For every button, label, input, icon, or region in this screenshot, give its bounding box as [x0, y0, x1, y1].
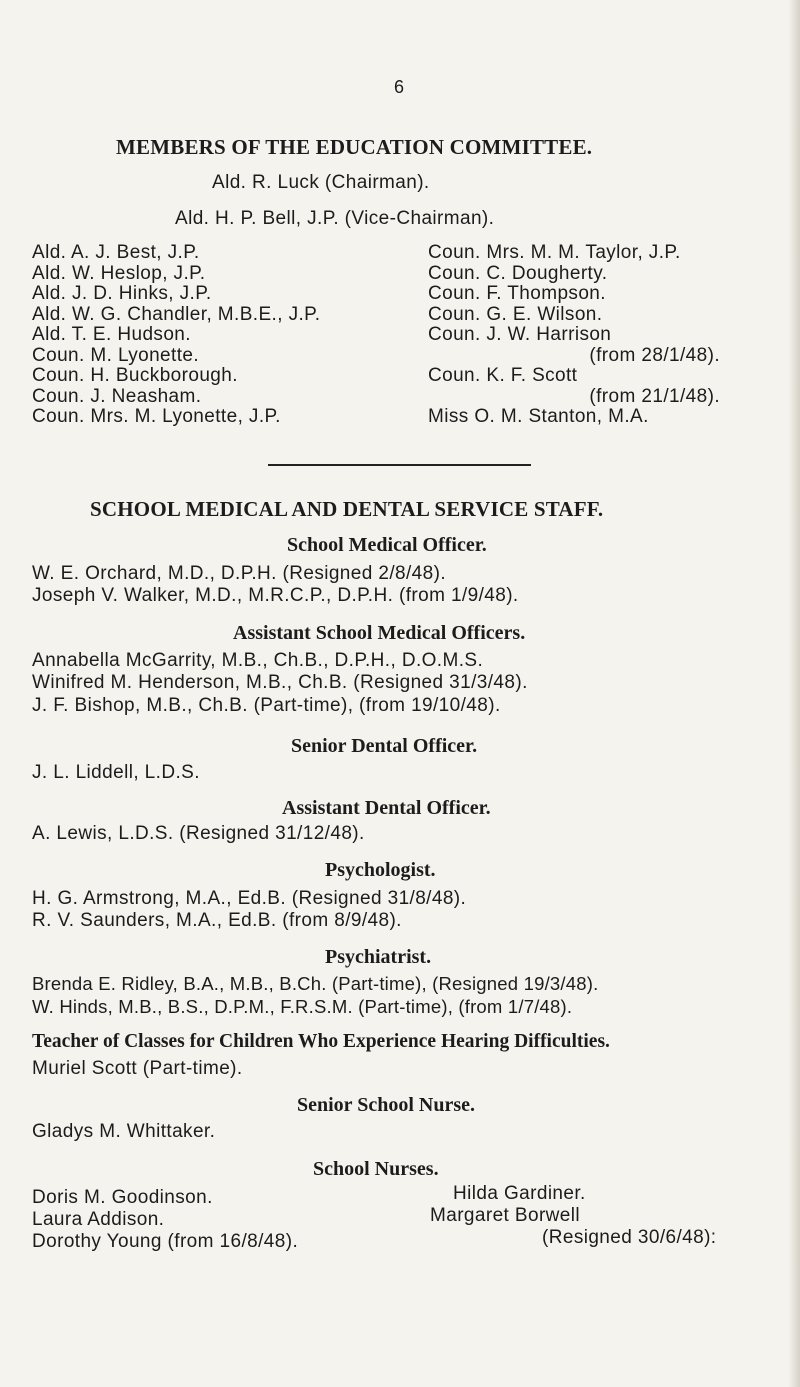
nurses-right-column — [425, 1183, 716, 1249]
nurse-entry: Margaret Borwell — [430, 1205, 581, 1226]
committee-right-column — [428, 243, 720, 428]
committee-member: Coun. F. Thompson. — [428, 283, 606, 304]
psychologist-heading: Psychologist. — [325, 859, 436, 881]
nurse-entry: Dorothy Young (from 16/8/48). — [32, 1231, 299, 1252]
ado-line: A. Lewis, L.D.S. (Resigned 31/12/48). — [32, 823, 365, 844]
nurse-entry: Doris M. Goodinson. — [32, 1187, 213, 1208]
committee-member-note: (from 21/1/48). — [589, 385, 720, 407]
committee-member: Coun. M. Lyonette. — [32, 344, 200, 366]
asmo-heading: Assistant School Medical Officers. — [233, 622, 526, 644]
committee-member: Ald. A. J. Best, J.P. — [32, 242, 200, 263]
asmo-line: Annabella McGarrity, M.B., Ch.B., D.P.H., D.O.M.S. — [32, 650, 484, 671]
psychiatrist-line: W. Hinds, M.B., B.S., D.P.M., F.R.S.M. (Part-time), (from 1/7/48). — [32, 996, 573, 1017]
committee-member: Ald. J. D. Hinks, J.P. — [32, 283, 212, 304]
psychiatrist-line: Brenda E. Ridley, B.A., M.B., B.Ch. (Part-time), (Resigned 19/3/48). — [32, 973, 599, 994]
nurses-heading: School Nurses. — [313, 1158, 439, 1180]
teacher-heading: Teacher of Classes for Children Who Experience Hearing Difficulties. — [32, 1031, 610, 1052]
ado-heading: Assistant Dental Officer. — [282, 797, 491, 819]
nurse-entry: Hilda Gardiner. — [453, 1183, 586, 1204]
psychiatrist-heading: Psychiatrist. — [325, 946, 432, 968]
psychologist-line: H. G. Armstrong, M.A., Ed.B. (Resigned 31/8/48). — [32, 888, 467, 909]
committee-member: Coun. K. F. Scott — [428, 365, 578, 386]
committee-member: Coun. Mrs. M. M. Taylor, J.P. — [428, 242, 681, 263]
smo-line: W. E. Orchard, M.D., D.P.H. (Resigned 2/8/48). — [32, 563, 447, 584]
committee-member: Ald. W. Heslop, J.P. — [32, 262, 206, 284]
committee-member: Coun. J. Neasham. — [32, 385, 202, 407]
nurses-left-column — [32, 1187, 298, 1253]
committee-member: Ald. T. E. Hudson. — [32, 324, 191, 345]
committee-member: Coun. C. Dougherty. — [428, 262, 608, 284]
sdo-line: J. L. Liddell, L.D.S. — [32, 762, 200, 783]
committee-member: Coun. H. Buckborough. — [32, 365, 238, 386]
asmo-line: Winifred M. Henderson, M.B., Ch.B. (Resigned 31/3/48). — [32, 672, 528, 693]
smo-line: Joseph V. Walker, M.D., M.R.C.P., D.P.H. (from 1/9/48). — [32, 585, 519, 606]
committee-member: Coun. G. E. Wilson. — [428, 303, 603, 325]
nurse-entry: (Resigned 30/6/48): — [542, 1227, 717, 1248]
page-number: 6 — [394, 77, 405, 97]
teacher-line: Muriel Scott (Part-time). — [32, 1058, 243, 1079]
committee-chairman: Ald. R. Luck (Chairman). — [212, 172, 430, 193]
committee-member-note: (from 28/1/48). — [589, 344, 720, 366]
committee-title: MEMBERS OF THE EDUCATION COMMITTEE. — [116, 135, 593, 159]
smo-heading: School Medical Officer. — [287, 534, 487, 556]
asmo-line: J. F. Bishop, M.B., Ch.B. (Part-time), (from 19/10/48). — [32, 695, 501, 716]
sdo-heading: Senior Dental Officer. — [291, 735, 478, 757]
page-edge-shadow — [788, 0, 800, 1387]
psychologist-line: R. V. Saunders, M.A., Ed.B. (from 8/9/48). — [32, 910, 402, 931]
committee-member: Ald. W. G. Chandler, M.B.E., J.P. — [32, 303, 321, 325]
committee-left-column — [32, 243, 320, 428]
ssn-heading: Senior School Nurse. — [297, 1094, 475, 1116]
committee-vice-chairman: Ald. H. P. Bell, J.P. (Vice-Chairman). — [175, 208, 495, 229]
staff-title: SCHOOL MEDICAL AND DENTAL SERVICE STAFF. — [90, 497, 604, 521]
ssn-line: Gladys M. Whittaker. — [32, 1121, 216, 1142]
nurse-entry: Laura Addison. — [32, 1209, 165, 1230]
section-divider — [268, 464, 531, 466]
committee-member: Coun. Mrs. M. Lyonette, J.P. — [32, 406, 281, 427]
committee-member: Coun. J. W. Harrison — [428, 324, 612, 345]
committee-member: Miss O. M. Stanton, M.A. — [428, 406, 649, 427]
